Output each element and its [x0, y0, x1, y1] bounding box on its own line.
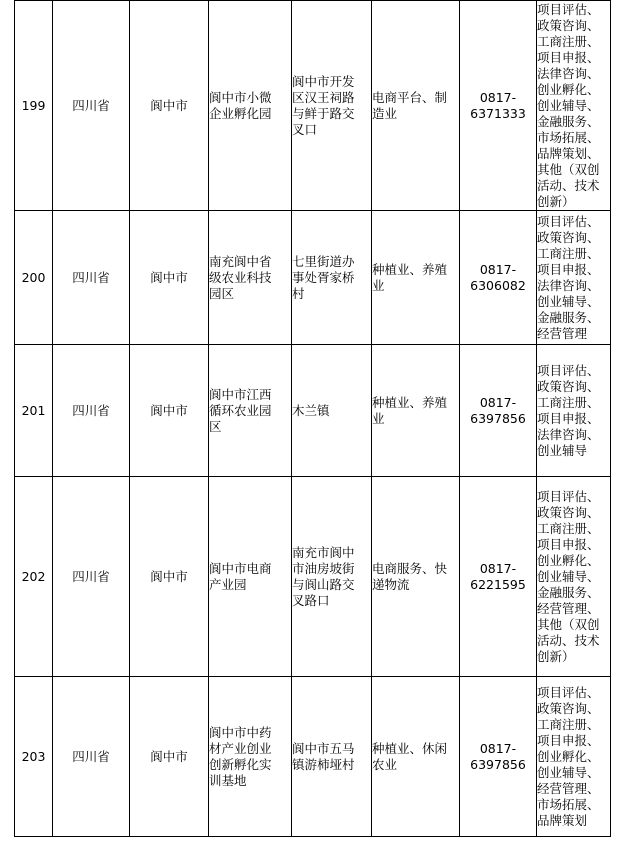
incubator-table	[14, 0, 611, 837]
services-cell: 项目评估、 政策咨询、 工商注册、 项目申报、 创业孵化、 创业辅导、 金融服务、 经营管理、 其他（双创 活动、技术 创新）	[537, 477, 611, 677]
table-row	[15, 477, 611, 677]
phone-cell: 0817- 6371333	[460, 1, 537, 211]
base-name-cell: 南充阆中省 级农业科技 园区	[209, 211, 292, 345]
table-row	[15, 1, 611, 211]
industry-cell: 电商服务、快 递物流	[372, 477, 460, 677]
address-cell: 阆中市五马 镇游柿垭村	[292, 677, 372, 837]
services-cell: 项目评估、 政策咨询、 工商注册、 项目申报、 法律咨询、 创业辅导	[537, 345, 611, 477]
industry-cell: 种植业、休闲 农业	[372, 677, 460, 837]
services-cell: 项目评估、 政策咨询、 工商注册、 项目申报、 法律咨询、 创业辅导、 金融服务、 经营管理	[537, 211, 611, 345]
province-cell: 四川省	[53, 477, 130, 677]
phone-cell: 0817- 6397856	[460, 677, 537, 837]
city-cell: 阆中市	[130, 345, 209, 477]
row-number: 202	[15, 477, 53, 677]
industry-cell: 电商平台、制 造业	[372, 1, 460, 211]
city-cell: 阆中市	[130, 1, 209, 211]
province-cell: 四川省	[53, 1, 130, 211]
phone-cell: 0817- 6221595	[460, 477, 537, 677]
address-cell: 木兰镇	[292, 345, 372, 477]
province-cell: 四川省	[53, 211, 130, 345]
city-cell: 阆中市	[130, 211, 209, 345]
phone-cell: 0817- 6397856	[460, 345, 537, 477]
industry-cell: 种植业、养殖 业	[372, 345, 460, 477]
row-number: 200	[15, 211, 53, 345]
base-name-cell: 阆中市电商 产业园	[209, 477, 292, 677]
phone-cell: 0817- 6306082	[460, 211, 537, 345]
table-row	[15, 211, 611, 345]
base-name-cell: 阆中市小微 企业孵化园	[209, 1, 292, 211]
services-cell: 项目评估、 政策咨询、 工商注册、 项目申报、 创业孵化、 创业辅导、 经营管理、 市场拓展、 品牌策划	[537, 677, 611, 837]
base-name-cell: 阆中市江西 循环农业园 区	[209, 345, 292, 477]
address-cell: 七里街道办 事处胥家桥 村	[292, 211, 372, 345]
city-cell: 阆中市	[130, 477, 209, 677]
services-cell: 项目评估、 政策咨询、 工商注册、 项目申报、 法律咨询、 创业孵化、 创业辅导、 金融服务、 市场拓展、 品牌策划、 其他（双创 活动、技术 创新）	[537, 1, 611, 211]
province-cell: 四川省	[53, 345, 130, 477]
address-cell: 南充市阆中 市油房坡街 与阆山路交 叉路口	[292, 477, 372, 677]
base-name-cell: 阆中市中药 材产业创业 创新孵化实 训基地	[209, 677, 292, 837]
address-cell: 阆中市开发 区汉王祠路 与鲜于路交 叉口	[292, 1, 372, 211]
row-number: 201	[15, 345, 53, 477]
industry-cell: 种植业、养殖 业	[372, 211, 460, 345]
table-row	[15, 345, 611, 477]
city-cell: 阆中市	[130, 677, 209, 837]
row-number: 199	[15, 1, 53, 211]
row-number: 203	[15, 677, 53, 837]
table-row	[15, 677, 611, 837]
province-cell: 四川省	[53, 677, 130, 837]
